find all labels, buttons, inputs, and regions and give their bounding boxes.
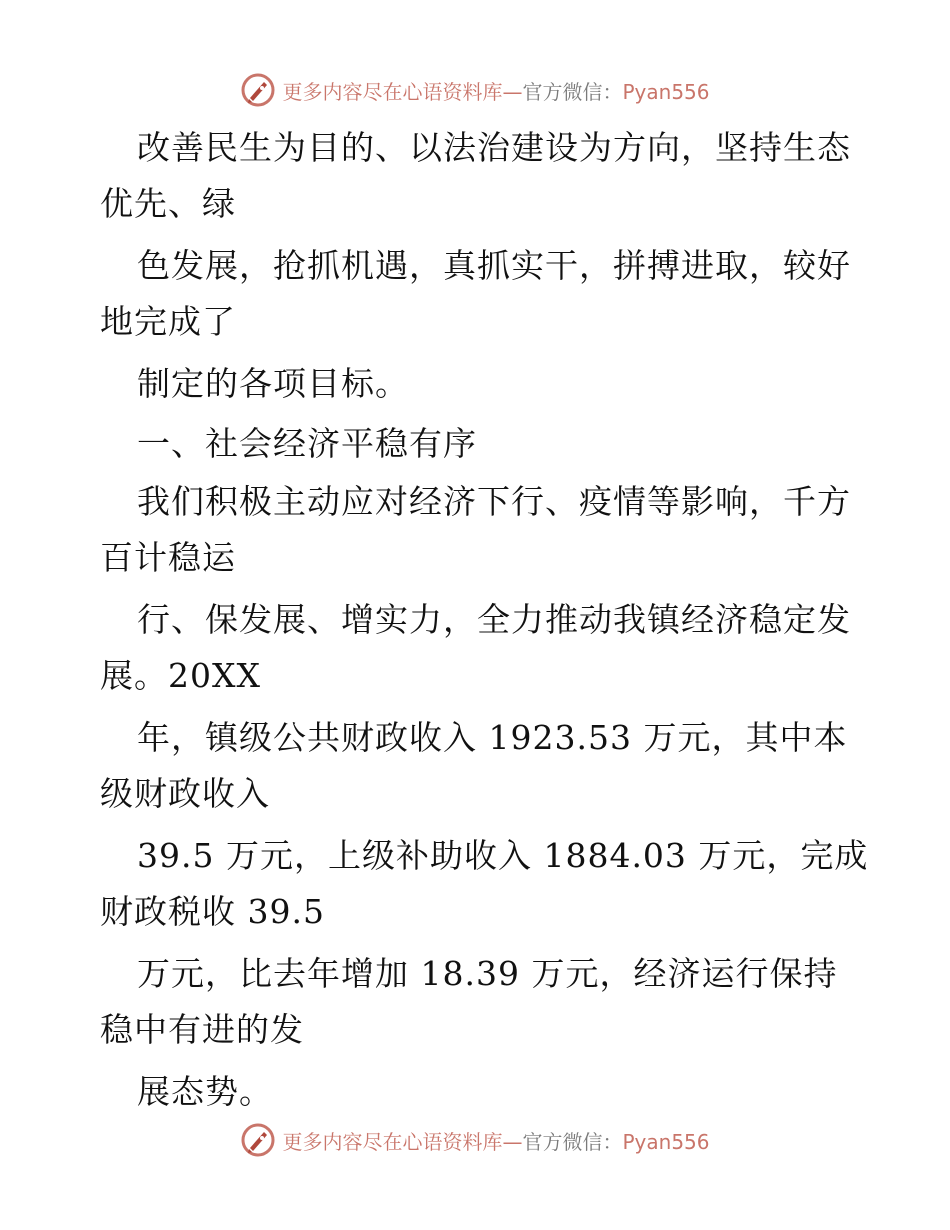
banner-text xyxy=(282,1126,709,1155)
banner-wechat-label: 官方微信： xyxy=(522,79,623,104)
banner-separator: — xyxy=(502,79,523,104)
text-line: 行、保发展、增实力，全力推动我镇经济稳定发 xyxy=(137,600,851,639)
banner-library-text: 更多内容尽在心语资料库 xyxy=(282,79,503,104)
section-heading: 一、社会经济平稳有序 xyxy=(137,424,477,463)
text-line: 稳中有进的发 xyxy=(100,1010,304,1049)
text-line: 展态势。 xyxy=(137,1072,273,1111)
text-line: 39.5 万元，上级补助收入 1884.03 万元，完成 xyxy=(137,836,869,875)
text-line: 优先、绿 xyxy=(100,184,236,223)
text-line: 地完成了 xyxy=(100,302,236,341)
text-line: 制定的各项目标。 xyxy=(137,364,409,403)
text-line: 展。20XX xyxy=(100,656,261,695)
text-line: 我们积极主动应对经济下行、疫情等影响，千方 xyxy=(137,482,851,521)
text-line: 财政税收 39.5 xyxy=(100,892,325,931)
banner-library-text: 更多内容尽在心语资料库 xyxy=(282,1129,503,1154)
banner-wechat-label: 官方微信： xyxy=(522,1129,623,1154)
header-banner xyxy=(0,68,950,112)
banner-wechat-id: Pyan556 xyxy=(622,1129,710,1154)
banner-text xyxy=(282,76,709,105)
banner-wechat-id: Pyan556 xyxy=(622,79,710,104)
text-line: 色发展，抢抓机遇，真抓实干，拼搏进取，较好 xyxy=(137,246,851,285)
footer-banner xyxy=(0,1118,950,1162)
pen-nib-seal-icon xyxy=(240,72,276,108)
text-line: 万元，比去年增加 18.39 万元，经济运行保持 xyxy=(137,954,838,993)
text-line: 百计稳运 xyxy=(100,538,236,577)
text-line: 年，镇级公共财政收入 1923.53 万元，其中本 xyxy=(137,718,848,757)
text-line: 级财政收入 xyxy=(100,774,270,813)
banner-separator: — xyxy=(502,1129,523,1154)
text-line: 改善民生为目的、以法治建设为方向，坚持生态 xyxy=(137,128,851,167)
pen-nib-seal-icon xyxy=(240,1122,276,1158)
